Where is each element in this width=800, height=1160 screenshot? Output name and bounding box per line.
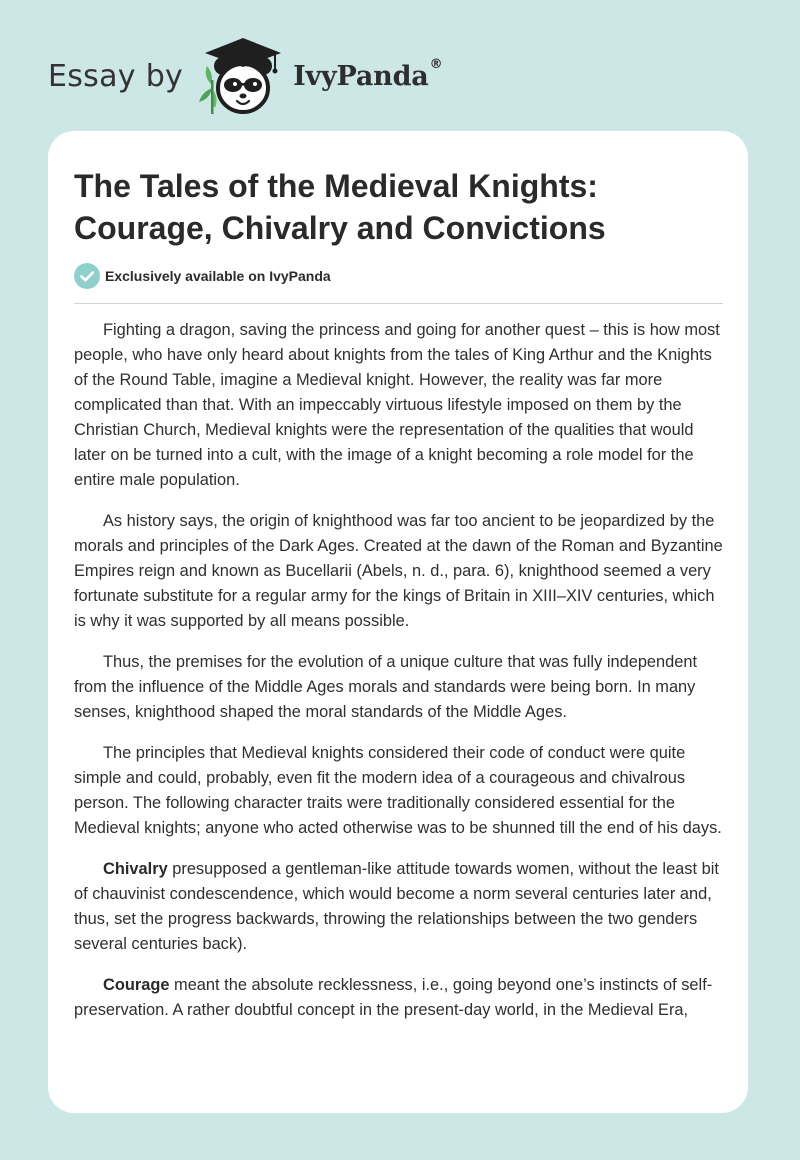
exclusive-badge-label: Exclusively available on IvyPanda [105, 268, 331, 284]
check-circle-icon [74, 263, 100, 289]
paragraph [74, 973, 726, 1023]
paragraph-text: As history says, the origin of knighthood was far too ancient to be jeopardized by the morals and principles of the Dark Ages. Created at the dawn of the Roman and Byzantine Empires reign and known as Bucellarii (Abels, n. d., para. 6), knighthood seemed a very fortunate substitute for a regular army for the kings of Britain in XIII–XIV centuries, which is why it was supported by all means possible. [74, 512, 723, 630]
paragraph [74, 650, 726, 725]
brand-name-text: IvyPanda [293, 60, 429, 92]
paragraph-text: presupposed a gentleman-like attitude towards women, without the least bit of chauvinist condescendence, which would become a norm several centuries later and, thus, set the progress backwards, throwing the relationships between the two genders several centuries back). [74, 860, 719, 953]
paragraph-text: Fighting a dragon, saving the princess and going for another quest – this is how most people, who have only heard about knights from the tales of King Arthur and the Knights of the Round Table, imagine a Medieval knight. However, the reality was far more complicated than that. With an impeccably virtuous lifestyle imposed on them by the Christian Church, Medieval knights were the representation of the qualities that would later on be turned into a cult, with the image of a knight becoming a role model for the entire male population. [74, 321, 720, 489]
essay-title: The Tales of the Medieval Knights: Courage, Chivalry and Convictions [74, 168, 606, 246]
paragraph-term: Courage [103, 976, 170, 994]
paragraph-text: The principles that Medieval knights considered their code of conduct were quite simple and could, probably, even fit the modern idea of a courageous and chivalrous person. The following character traits were traditionally considered essential for the Medieval knights; anyone who acted otherwise was to be shunned till the end of his days. [74, 744, 722, 837]
panda-logo-icon[interactable] [197, 36, 291, 116]
registered-mark: ® [429, 56, 443, 72]
essay-card [48, 131, 748, 1113]
paragraph-text: meant the absolute recklessness, i.e., going beyond one’s instincts of self-preservation. A rather doubtful concept in the present-day world, in the Medieval Era, [74, 976, 713, 1019]
paragraph [74, 318, 726, 493]
paragraph [74, 509, 726, 634]
exclusive-badge [74, 263, 331, 289]
brand-name[interactable] [293, 56, 443, 92]
brand-prefix: Essay by [48, 58, 184, 94]
paragraph [74, 741, 726, 841]
title-divider [74, 303, 723, 304]
paragraph [74, 857, 726, 957]
paragraph-text: Thus, the premises for the evolution of a unique culture that was fully independent from the influence of the Middle Ages morals and standards were being born. In many senses, knighthood shaped the moral standards of the Middle Ages. [74, 653, 698, 721]
essay-body [74, 318, 726, 1039]
site-header [48, 36, 442, 116]
paragraph-term: Chivalry [103, 860, 168, 878]
